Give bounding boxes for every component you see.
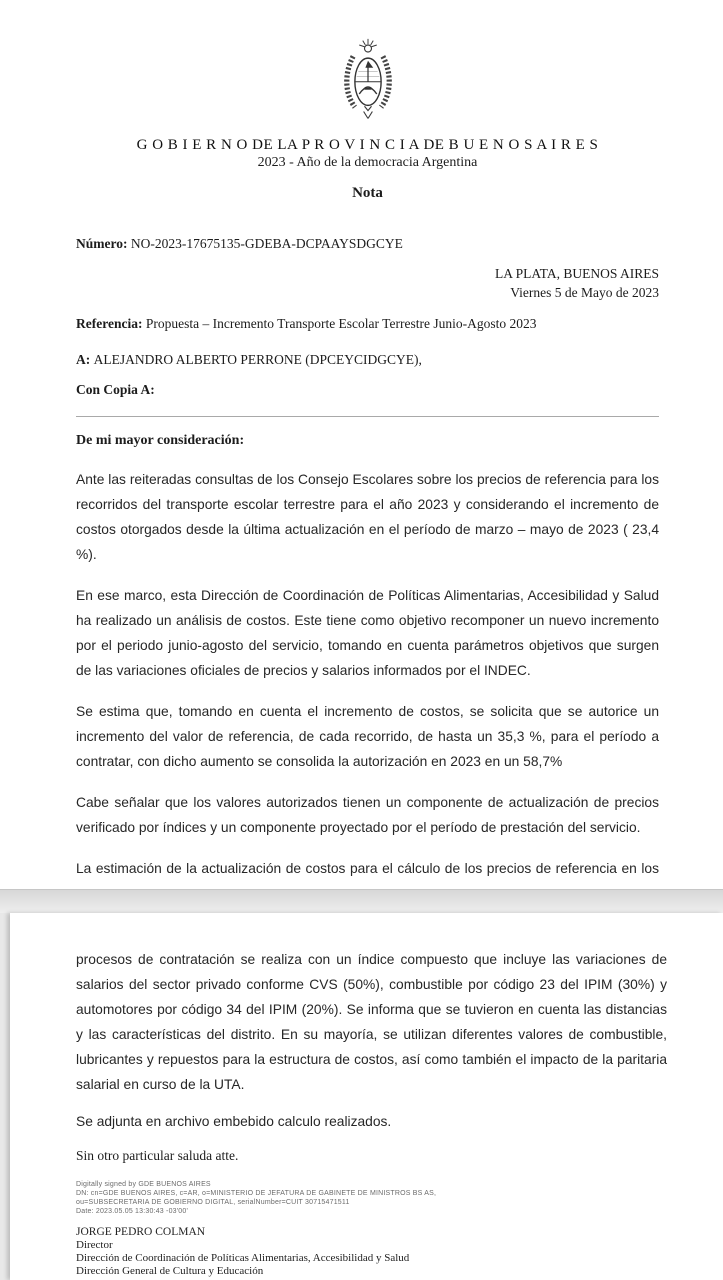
page-2 bbox=[10, 913, 723, 1280]
place: LA PLATA, BUENOS AIRES bbox=[495, 266, 659, 281]
referencia-label: Referencia: bbox=[76, 316, 143, 331]
page-2-content bbox=[10, 913, 723, 1278]
paragraph: Se estima que, tomando en cuenta el incremento de costos, se solicita que se autorice un incremento del valor de referencia, de cada recorrido, de hasta un 35,3 %, para el período a contratar, con dicho aumento se consolida la autorización en 2023 en un 58,7% bbox=[76, 704, 659, 769]
separator-rule bbox=[76, 416, 659, 417]
numero-line bbox=[76, 236, 659, 252]
place-date-block bbox=[76, 264, 659, 302]
salutation: De mi mayor consideración: bbox=[76, 433, 245, 448]
referencia-value: Propuesta – Incremento Transporte Escolar Terrestre Junio-Agosto 2023 bbox=[145, 316, 537, 331]
addressee-value: ALEJANDRO ALBERTO PERRONE (DPCEYCIDGCYE), bbox=[93, 352, 422, 367]
emblem-wrap bbox=[76, 38, 659, 127]
numero-label: Número: bbox=[76, 236, 128, 251]
addressee-label: A: bbox=[76, 352, 91, 367]
stamp-line: ou=SUBSECRETARIA DE GOBIERNO DIGITAL, serialNumber=CUIT 30715471511 bbox=[76, 1199, 350, 1206]
paragraph: Ante las reiteradas consultas de los Consejo Escolares sobre los precios de referencia para los recorridos del transporte escolar terrestre para el año 2023 y considerando el incremento de costos otorgados desde la última actualización en el período de marzo – mayo de 2023 ( 23,4 %). bbox=[76, 472, 659, 562]
paragraph: Se adjunta en archivo embebido calculo realizados. bbox=[76, 1114, 392, 1129]
stamp-line: Digitally signed by GDE BUENOS AIRES bbox=[76, 1181, 211, 1188]
page-gap bbox=[0, 889, 723, 913]
paragraph: procesos de contratación se realiza con un índice compuesto que incluye las variaciones de salarios del sector privado conforme CVS (50%), combustible por código 23 del IPIM (30%) y automotores por código 34 del IPIM (20%). Se informa que se tuvieron en cuenta las distancias y las características del distrito. En su mayoría, se utilizan diferentes valores de combustible, lubricantes y repuestos para la estructura de costos, así como también el impacto de la paritaria salarial en curso de la UTA. bbox=[76, 952, 667, 1092]
government-title: G O B I E R N O DE LA P R O V I N C I A DE B U E N O S A I R E S bbox=[136, 137, 599, 153]
paragraph: En ese marco, esta Dirección de Coordinación de Políticas Alimentarias, Accesibilidad y Salud ha realizado un análisis de costos. Este tiene como objetivo recomponer un nuevo incremento por el periodo junio-agosto del servicio, tomando en cuenta parámetros objetivos que surgen de las variaciones oficiales de precios y salarios informados por el INDEC. bbox=[76, 588, 659, 678]
document-type: Nota bbox=[352, 185, 383, 201]
signer-block bbox=[76, 1226, 667, 1278]
paragraph: La estimación de la actualización de costos para el cálculo de los precios de referencia en los bbox=[76, 861, 659, 876]
cc-line: Con Copia A: bbox=[76, 382, 155, 397]
referencia-line bbox=[76, 316, 659, 332]
digital-signature-stamp bbox=[76, 1180, 667, 1216]
closing-line: Sin otro particular saluda atte. bbox=[76, 1148, 239, 1163]
stamp-line: Date: 2023.05.05 13:30:43 -03'00' bbox=[76, 1208, 189, 1215]
year-motto: 2023 - Año de la democracia Argentina bbox=[257, 155, 478, 170]
signer-role: Director bbox=[76, 1239, 113, 1251]
date: Viernes 5 de Mayo de 2023 bbox=[510, 285, 659, 300]
signer-org-1: Dirección de Coordinación de Políticas Alimentarias, Accesibilidad y Salud bbox=[76, 1252, 410, 1264]
stamp-line: DN: cn=GDE BUENOS AIRES, c=AR, o=MINISTERIO DE JEFATURA DE GABINETE DE MINISTROS BS AS, bbox=[76, 1190, 437, 1197]
addressee-line bbox=[76, 352, 659, 368]
signer-org-2: Dirección General de Cultura y Educación bbox=[76, 1265, 264, 1277]
signer-name: JORGE PEDRO COLMAN bbox=[76, 1226, 206, 1238]
numero-value: NO-2023-17675135-GDEBA-DCPAAYSDGCYE bbox=[130, 236, 403, 251]
argentina-coat-of-arms-icon bbox=[340, 109, 396, 126]
paragraph: Cabe señalar que los valores autorizados tienen un componente de actualización de precios verificado por índices y un componente proyectado por el período de prestación del servicio. bbox=[76, 795, 659, 835]
